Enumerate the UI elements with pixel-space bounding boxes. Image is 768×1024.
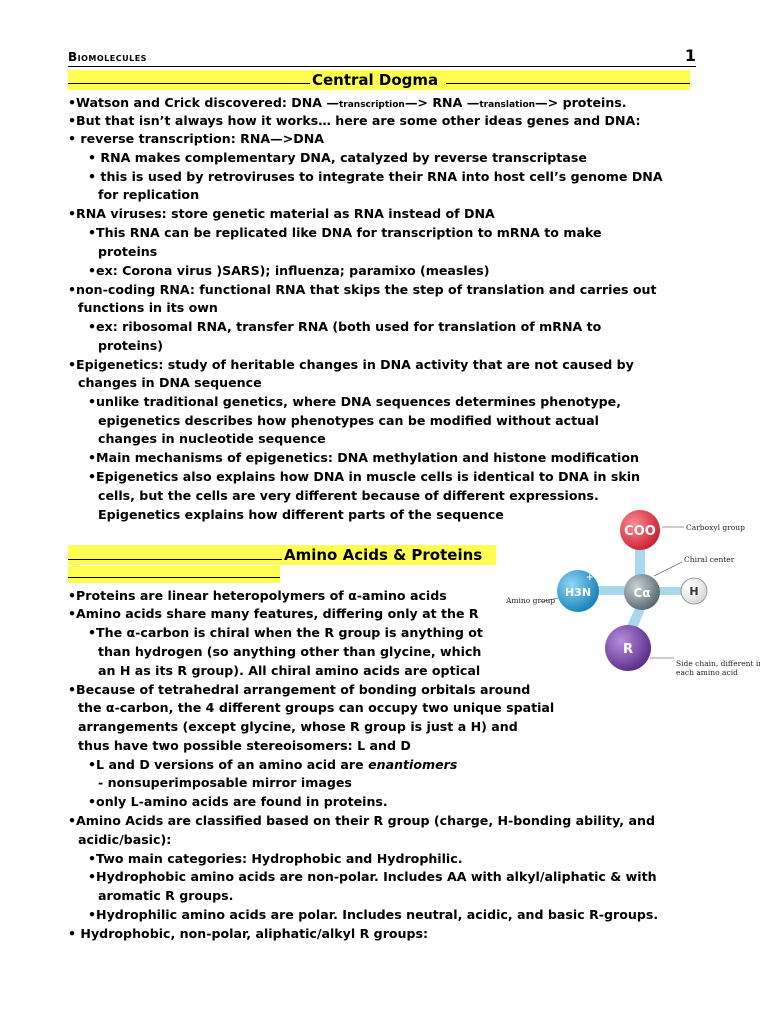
- aa-line-14: acidic/basic):: [78, 832, 172, 847]
- line-6: for replication: [98, 187, 200, 202]
- line-1: •Watson and Crick discovered: DNA —transcription—> RNA —translation—> proteins.: [68, 95, 627, 110]
- line-10: •ex: Corona virus )SARS); influenza; paramixo (measles): [88, 263, 490, 278]
- amino-acid-diagram: [504, 506, 760, 682]
- amino-acids-rule-bottom: [68, 577, 280, 578]
- amino-acids-highlight-bottom: [68, 566, 280, 583]
- h3n-text: H3N: [564, 586, 592, 599]
- amino-label: Amino group: [506, 596, 556, 605]
- line-5: • this is used by retroviruses to integrate their RNA into host cell’s genome DNA: [88, 169, 663, 184]
- aa-line-18: •Hydrophilic amino acids are polar. Includes neutral, acidic, and basic R-groups.: [88, 907, 659, 922]
- aa-line-7: the α-carbon, the 4 different groups can occupy two unique spatial: [78, 700, 555, 715]
- aa-line-12: •only L-amino acids are found in proteins.: [88, 794, 388, 809]
- aa-line-1: •Proteins are linear heteropolymers of α-amino acids: [68, 588, 447, 603]
- coo-charge: −: [658, 513, 667, 524]
- line-4: • RNA makes complementary DNA, catalyzed by reverse transcriptase: [88, 150, 587, 165]
- line-16: changes in DNA sequence: [78, 375, 262, 390]
- header-title: Biomolecules: [68, 50, 147, 64]
- aa-line-2: •Amino acids share many features, differing only at the R: [68, 606, 479, 621]
- line-23: Epigenetics explains how different parts of the sequence: [98, 507, 504, 522]
- aa-line-8: arrangements (except glycine, whose R group is just a H) and: [78, 719, 518, 734]
- aa-line-11: - nonsuperimposable mirror images: [98, 775, 352, 790]
- line-9: proteins: [98, 244, 158, 259]
- line-13: •ex: ribosomal RNA, transfer RNA (both used for translation of mRNA to: [88, 319, 602, 334]
- line-22: cells, but the cells are very different because of different expressions.: [98, 488, 599, 503]
- aa-line-5: an H as its R group). All chiral amino acids are optical: [98, 663, 481, 678]
- line-11: •non-coding RNA: functional RNA that skips the step of translation and carries out: [68, 282, 657, 297]
- line-14: proteins): [98, 338, 163, 353]
- aa-line-9: thus have two possible stereoisomers: L and D: [78, 738, 411, 753]
- amino-acid-svg: [504, 506, 760, 682]
- side-chain-label-1: Side chain, different in: [676, 659, 760, 668]
- calpha-text: Cα: [633, 586, 651, 600]
- central-dogma-rule-left: [68, 83, 310, 84]
- line-15: •Epigenetics: study of heritable changes in DNA activity that are not caused by: [68, 357, 634, 372]
- line-8: •This RNA can be replicated like DNA for transcription to mRNA to make: [88, 225, 602, 240]
- section-title-central-dogma: Central Dogma: [312, 71, 439, 89]
- h-text: H: [689, 585, 699, 598]
- aa-line-16: •Hydrophobic amino acids are non-polar. Includes AA with alkyl/aliphatic & with: [88, 869, 657, 884]
- line-21: •Epigenetics also explains how DNA in muscle cells is identical to DNA in skin: [88, 469, 641, 484]
- aa-line-17: aromatic R groups.: [98, 888, 234, 903]
- chiral-label: Chiral center: [684, 555, 735, 564]
- line-3: • reverse transcription: RNA—>DNA: [68, 131, 325, 146]
- r-text: R: [622, 642, 634, 657]
- line-17: •unlike traditional genetics, where DNA sequences determines phenotype,: [88, 394, 622, 409]
- line-2: •But that isn’t always how it works… here are some other ideas genes and DNA:: [68, 113, 641, 128]
- aa-line-19: • Hydrophobic, non-polar, aliphatic/alkyl R groups:: [68, 926, 429, 941]
- section-title-amino-acids: Amino Acids & Proteins: [284, 546, 483, 564]
- line-18: epigenetics describes how phenotypes can be modified without actual: [98, 413, 599, 428]
- aa-line-13: •Amino Acids are classified based on their R group (charge, H-bonding ability, and: [68, 813, 655, 828]
- enantiomers-term: enantiomers: [368, 757, 458, 772]
- page-header: [68, 48, 696, 67]
- central-dogma-rule-right: [446, 83, 690, 84]
- line-12: functions in its own: [78, 300, 218, 315]
- aa-line-6: •Because of tetrahedral arrangement of bonding orbitals around: [68, 682, 531, 697]
- line-20: •Main mechanisms of epigenetics: DNA methylation and histone modification: [88, 450, 639, 465]
- aa-line-10: •L and D versions of an amino acid are enantiomers: [88, 757, 458, 772]
- bond-amino: [598, 586, 628, 595]
- coo-text: COO: [624, 524, 656, 539]
- amino-acids-rule-left: [68, 559, 282, 560]
- line-19: changes in nucleotide sequence: [98, 431, 326, 446]
- side-chain-label-2: each amino acid: [676, 668, 738, 677]
- aa-line-3: •The α-carbon is chiral when the R group is anything ot: [88, 625, 483, 640]
- aa-line-4: than hydrogen (so anything other than glycine, which: [98, 644, 482, 659]
- aa-line-15: •Two main categories: Hydrophobic and Hydrophilic.: [88, 851, 463, 866]
- page-number: 1: [684, 46, 696, 65]
- carboxyl-label: Carboxyl group: [686, 523, 745, 532]
- h3n-charge: +: [586, 573, 594, 583]
- line-7: •RNA viruses: store genetic material as RNA instead of DNA: [68, 206, 495, 221]
- chiral-leader: [654, 562, 682, 576]
